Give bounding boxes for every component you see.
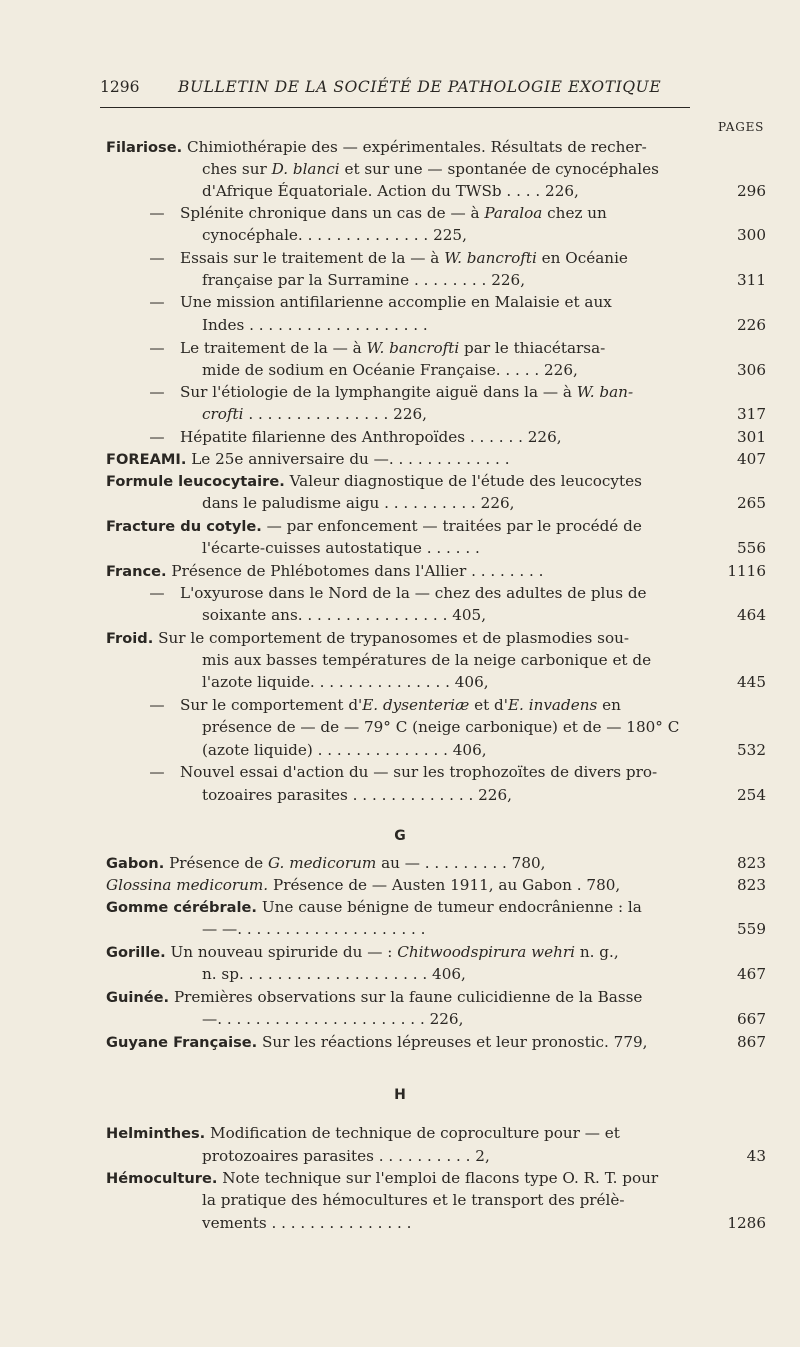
pages-column-label: PAGES [718,120,765,134]
index-heading: Froid. [106,630,154,647]
page-reference: 226 [737,316,766,334]
entry-text: mide de sodium en Océanie Française. . . . . 226, [202,361,578,379]
subentry-dash: — [149,428,165,446]
index-heading: Guinée. [106,989,170,1006]
entry-italic: W. ban- [576,383,634,401]
index-heading: Filariose. [106,139,183,156]
page-reference: 311 [737,271,766,289]
entry-text: Note technique sur l'emploi de flacons type O. R. T. pour [222,1169,659,1187]
subentry-dash: — [149,204,165,222]
subentry-dash: — [149,383,165,401]
entry-text: Sur le comportement d' [180,696,363,714]
entry-text: d'Afrique Équatoriale. Action du TWSb . . . . 226, [202,182,579,200]
index-heading: Hémoculture. [106,1170,218,1187]
entry-text: Présence de [169,854,268,872]
entry-text: tozoaires parasites . . . . . . . . . . . . . 226, [202,786,512,804]
entry-text: la pratique des hémocultures et le transport des prélè- [202,1191,625,1209]
entry-text: française par la Surramine . . . . . . . . 226, [202,271,526,289]
entry-text: vements . . . . . . . . . . . . . . . [202,1214,412,1232]
page-reference: 1286 [727,1214,766,1232]
entry-text: l'écarte-cuisses autostatique . . . . . . [202,539,480,557]
entry-text: Chimiothérapie des — expérimentales. Résultats de recher- [187,138,647,156]
entry-text: Nouvel essai d'action du — sur les trophozoïtes de divers pro- [180,763,658,781]
header-rule [100,107,690,108]
entry-italic: E. invadens [507,696,598,714]
entry-text: Indes . . . . . . . . . . . . . . . . . . . [202,316,428,334]
entry-text: Présence de — Austen 1911, au Gabon . 780, [272,876,621,894]
page-reference: 254 [737,786,766,804]
entry-text: Sur l'étiologie de la lymphangite aiguë dans la — à [180,383,577,401]
entry-text: — par enfoncement — traitées par le procédé de [266,517,642,535]
entry-italic: Paraloa [484,204,543,222]
entry-italic: Chitwoodspirura wehri [397,943,576,961]
entry-text: . . . . . . . . . . . . . . . 226, [243,405,427,423]
page-reference: 445 [737,673,766,691]
entry-italic: W. bancrofti [366,339,460,357]
entry-text: Splénite chronique dans un cas de — à [180,204,485,222]
subentry-dash: — [149,293,165,311]
index-heading: Formule leucocytaire. [106,473,285,490]
page-reference: 464 [737,606,766,624]
subentry-dash: — [149,339,165,357]
entry-text: dans le paludisme aigu . . . . . . . . . . 226, [202,494,515,512]
index-heading: Gomme cérébrale. [106,899,257,916]
entry-text: protozoaires parasites . . . . . . . . . . 2, [202,1147,490,1165]
entry-text: Un nouveau spiruride du — : [170,943,398,961]
index-heading: France. [106,563,167,580]
entry-text: — —. . . . . . . . . . . . . . . . . . . . [202,920,426,938]
entry-text: Présence de Phlébotomes dans l'Allier . . . . . . . . [171,562,544,580]
page-reference: 823 [737,876,766,894]
entry-text: cynocéphale. . . . . . . . . . . . . . 225, [202,226,467,244]
index-heading: Helminthes. [106,1125,206,1142]
entry-text: (azote liquide) . . . . . . . . . . . . . . 406, [202,741,487,759]
entry-italic: W. bancrofti [444,249,537,267]
page-reference: 301 [737,428,766,446]
entry-italic: crofti [202,405,244,423]
entry-text: en [597,696,621,714]
entry-text: par le thiacétarsa- [459,339,606,357]
entry-text: chez un [542,204,607,222]
entry-text: Une mission antifilarienne accomplie en Malaisie et aux [180,293,612,311]
entry-italic: E. dysenteriæ [362,696,470,714]
index-heading: Gorille. [106,944,166,961]
index-heading: Glossina medicorum. [106,876,269,894]
subentry-dash: — [149,763,165,781]
entry-text: en Océanie [536,249,628,267]
page-number: 1296 [100,78,140,96]
entry-text: L'oxyurose dans le Nord de la — chez des adultes de plus de [180,584,647,602]
entry-text: Hépatite filarienne des Anthropoïdes . . . . . . 226, [180,428,562,446]
entry-text: Le 25e anniversaire du —. . . . . . . . . . . . . [191,450,510,468]
entry-text: Modification de technique de coproculture pour — et [210,1124,620,1142]
entry-text: présence de — de — 79° C (neige carbonique) et de — 180° C [202,718,680,736]
page-reference: 667 [737,1010,766,1028]
index-heading: Fracture du cotyle. [106,518,262,535]
journal-title: BULLETIN DE LA SOCIÉTÉ DE PATHOLOGIE EXOTIQUE [178,78,662,96]
entry-italic: G. medicorum [267,854,377,872]
entry-text: Valeur diagnostique de l'étude des leucocytes [289,472,642,490]
page-reference: 823 [737,854,766,872]
page-reference: 556 [737,539,766,557]
entry-text: l'azote liquide. . . . . . . . . . . . . . . 406, [202,673,489,691]
page-reference: 532 [737,741,766,759]
entry-text: Une cause bénigne de tumeur endocrânienne : la [261,898,642,916]
entry-text: et d' [469,696,508,714]
entry-text: Sur le comportement de trypanosomes et de plasmodies sou- [158,629,630,647]
subentry-dash: — [149,249,165,267]
page-reference: 407 [737,450,766,468]
subentry-dash: — [149,696,165,714]
entry-text: au — . . . . . . . . . 780, [376,854,546,872]
index-heading: FOREAMI. [106,451,187,468]
page-reference: 867 [737,1033,766,1051]
section-letter: H [394,1087,406,1103]
index-heading: Gabon. [106,855,165,872]
entry-text: Premières observations sur la faune culicidienne de la Basse [173,988,643,1006]
index-heading: Guyane Française. [106,1034,258,1051]
page-reference: 296 [737,182,766,200]
entry-text: n. sp. . . . . . . . . . . . . . . . . . . . 406, [202,965,466,983]
page-reference: 467 [737,965,766,983]
page-reference: 43 [746,1147,766,1165]
section-letter: G [394,828,406,844]
entry-text: —. . . . . . . . . . . . . . . . . . . . . . 226, [202,1010,464,1028]
entry-text: et sur une — spontanée de cynocéphales [339,160,659,178]
subentry-dash: — [149,584,165,602]
entry-text: Essais sur le traitement de la — à [180,249,445,267]
entry-text: mis aux basses températures de la neige carbonique et de [202,651,652,669]
page-reference: 317 [737,405,766,423]
entry-italic: D. blanci [271,160,340,178]
page-reference: 306 [737,361,766,379]
entry-text: n. g., [575,943,619,961]
page-reference: 559 [737,920,766,938]
page-reference: 300 [737,226,766,244]
entry-text: Sur les réactions lépreuses et leur pronostic. 779, [262,1033,648,1051]
page-reference: 265 [737,494,766,512]
page-reference: 1116 [727,562,766,580]
entry-text: soixante ans. . . . . . . . . . . . . . . . 405, [202,606,487,624]
entry-text: Le traitement de la — à [180,339,367,357]
entry-text: ches sur [202,160,272,178]
